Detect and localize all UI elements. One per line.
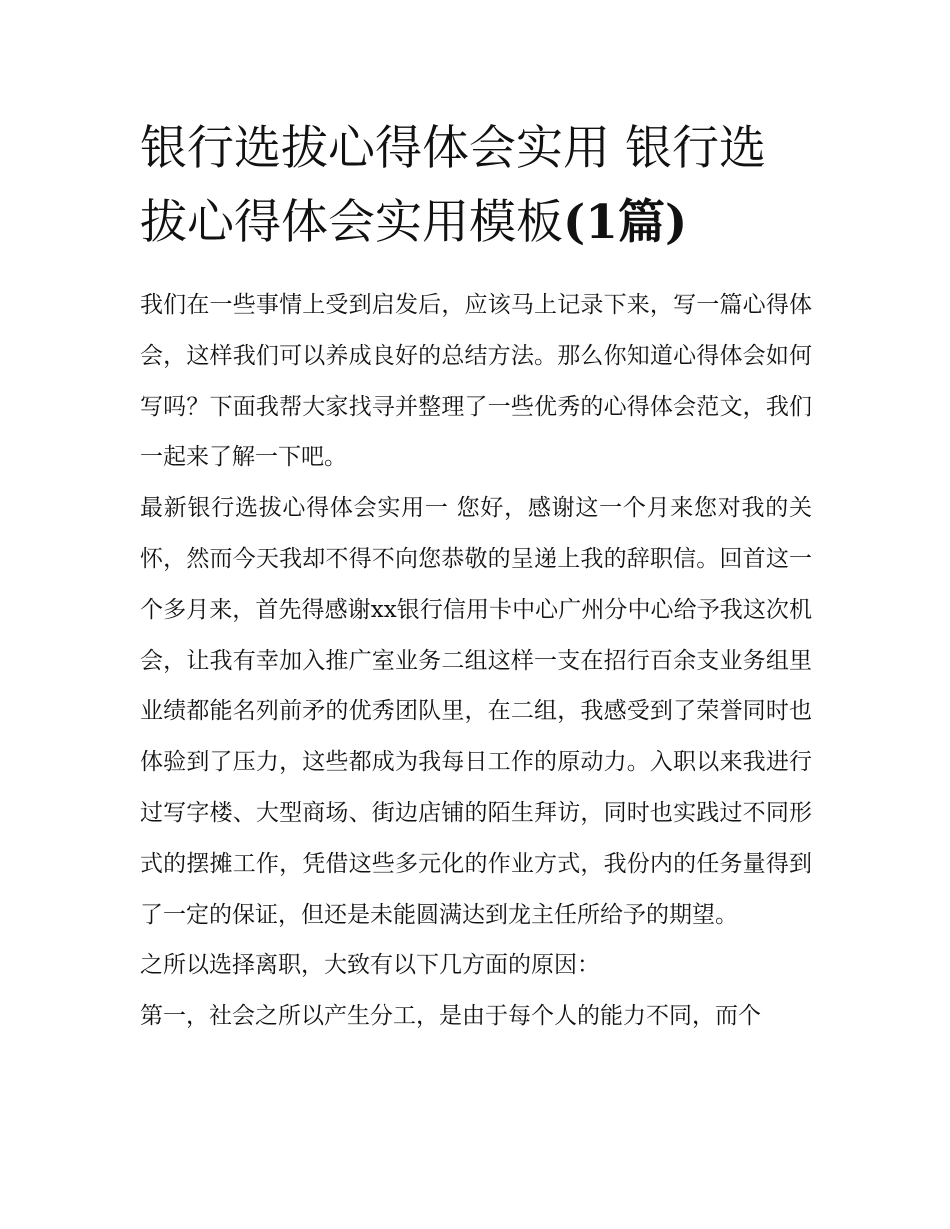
paragraph-resignation-letter: 最新银行选拔心得体会实用一 您好，感谢这一个月来您对我的关怀，然而今天我却不得不向您恭敬的呈递上我的辞职信。回首这一个多月来，首先得感谢xx银行信用卡中心广州分中心给予我这次机会，让我有幸加入推广室业务二组这样一支在招行百余支业务组里业绩都能名列前矛的优秀团队里，在二组，我感受到了荣誉同时也体验到了压力，这些都成为我每日工作的原动力。入职以来我进行过写字楼、大型商场、街边店铺的陌生拜访，同时也实践过不同形式的摆摊工作，凭借这些多元化的作业方式，我份内的任务量得到了一定的保证，但还是未能圆满达到龙主任所给予的期望。	[140, 495, 812, 928]
paragraph-reasons-heading: 之所以选择离职，大致有以下几方面的原因：	[140, 952, 600, 979]
paragraph-intro: 我们在一些事情上受到启发后，应该马上记录下来，写一篇心得体会，这样我们可以养成良好的总结方法。那么你知道心得体会如何写吗？下面我帮大家找寻并整理了一些优秀的心得体会范文，我们一起来了解一下吧。	[140, 292, 812, 471]
title-text: 银行选拔心得体会实用 银行选拔心得体会实用模板	[140, 121, 766, 250]
paragraph-reason-first: 第一，社会之所以产生分工，是由于每个人的能力不同，而个	[140, 1003, 761, 1030]
title-count: (1篇)	[563, 195, 688, 250]
document-body	[140, 112, 812, 1042]
document-title	[140, 112, 812, 260]
